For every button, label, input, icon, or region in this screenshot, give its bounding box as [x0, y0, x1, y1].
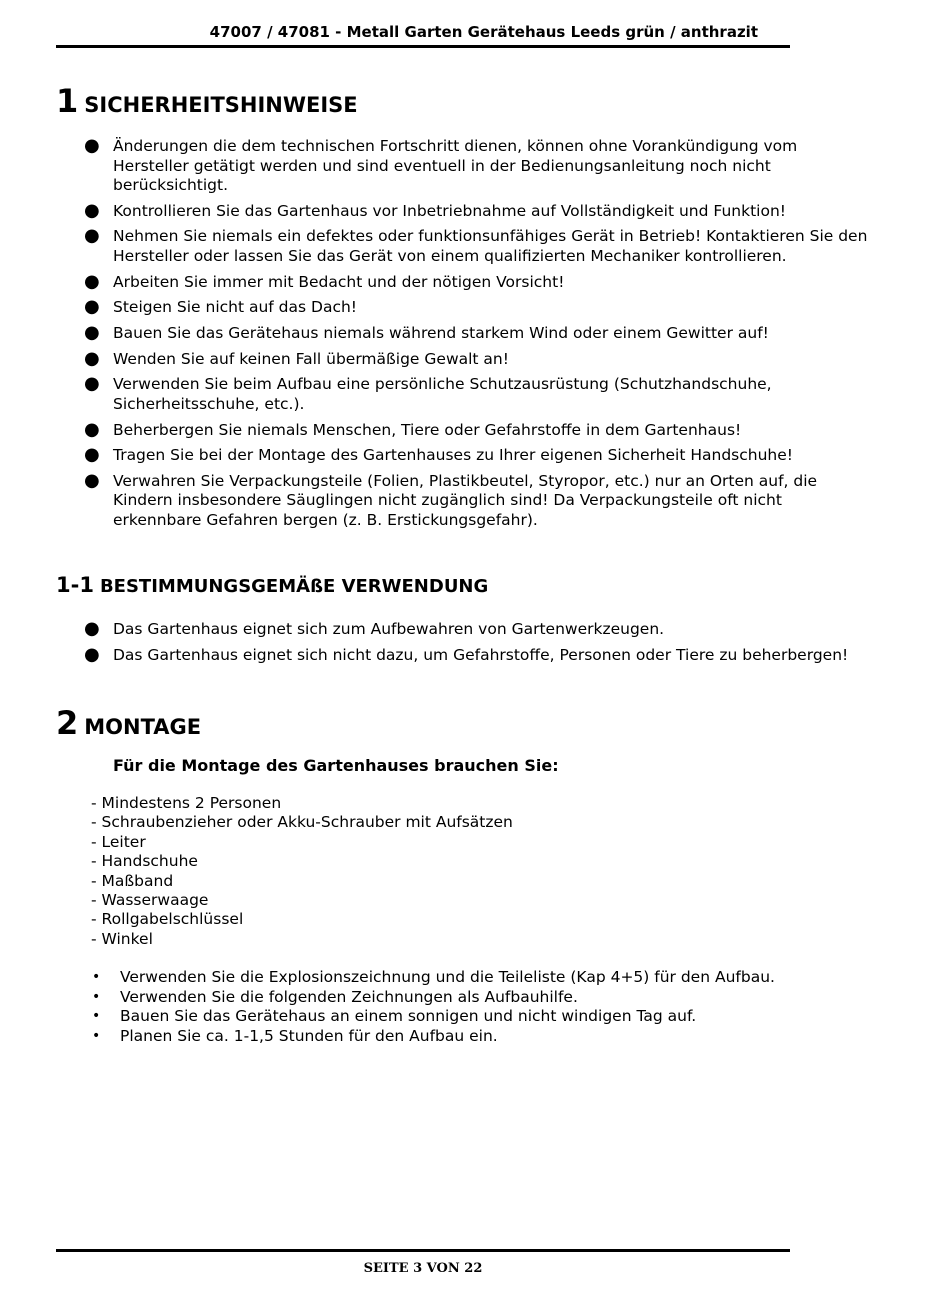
bullet-icon: ●: [84, 270, 100, 292]
list-item: ● Verwenden Sie beim Aufbau eine persönliche Schutzausrüstung (Schutzhandschuhe, Sicherheitsschuhe, etc.).: [84, 373, 772, 413]
section-2-heading: [56, 704, 201, 742]
bullet-icon: •: [92, 988, 101, 1005]
section-1-1-heading: [56, 573, 488, 597]
list-item: ● Beherbergen Sie niemals Menschen, Tiere oder Gefahrstoffe in dem Gartenhaus!: [84, 418, 742, 440]
bullet-icon: ●: [84, 199, 100, 221]
bullet-icon: ●: [84, 469, 100, 491]
footer-rule: [56, 1249, 790, 1252]
list-item: • Bauen Sie das Gerätehaus an einem sonnigen und nicht windigen Tag auf.: [92, 1007, 697, 1025]
bullet-icon: ●: [84, 444, 100, 466]
list-item: - Schraubenzieher oder Akku-Schrauber mit Aufsätzen: [91, 813, 513, 832]
list-item: • Verwenden Sie die Explosionszeichnung und die Teileliste (Kap 4+5) für den Aufbau.: [92, 968, 775, 986]
bullet-icon: ●: [84, 347, 100, 369]
bullet-icon: ●: [84, 321, 100, 343]
section-2-title: MONTAGE: [84, 715, 202, 739]
bullet-icon: •: [92, 1008, 101, 1024]
tools-list: [91, 794, 513, 949]
safety-list: [0, 137, 873, 537]
header-rule: [56, 45, 790, 48]
list-item: ● Nehmen Sie niemals ein defektes oder funktionsunfähiges Gerät in Betrieb! Kontaktieren Sie den Hersteller oder lassen Sie das Gerät von einem qualifizierten Mechaniker kontrollieren.: [84, 225, 868, 265]
list-item: ● Steigen Sie nicht auf das Dach!: [84, 296, 358, 318]
bullet-icon: •: [92, 969, 101, 985]
intended-use-list: [0, 620, 893, 671]
list-item: - Leiter: [91, 832, 146, 851]
bullet-icon: ●: [84, 643, 100, 665]
list-item: - Maßband: [91, 871, 174, 890]
section-1-heading: [56, 82, 358, 120]
section-1-number: 1: [56, 82, 79, 120]
list-item: - Handschuhe: [91, 852, 198, 871]
section-1-title: SICHERHEITSHINWEISE: [84, 93, 358, 117]
page-number: SEITE 3 VON 22: [363, 1261, 483, 1276]
bullet-icon: ●: [84, 618, 100, 639]
bullet-icon: ●: [84, 418, 100, 440]
bullet-icon: •: [92, 1027, 101, 1044]
list-item: - Wasserwaage: [91, 891, 209, 910]
assembly-notes-list: [0, 968, 775, 1046]
list-item: ● Das Gartenhaus eignet sich nicht dazu, um Gefahrstoffe, Personen oder Tiere zu beherbergen!: [84, 643, 849, 665]
list-item: ● Bauen Sie das Gerätehaus niemals während starkem Wind oder einem Gewitter auf!: [84, 321, 769, 343]
bullet-icon: ●: [84, 373, 100, 395]
list-item: ● Verwahren Sie Verpackungsteile (Folien, Plastikbeutel, Styropor, etc.) nur an Orten auf, die Kindern insbesondere Säuglingen nicht zugänglich sind! Da Verpackungsteile oft nicht erkennbare Gefahren bergen (z. B. Erstickungsgefahr).: [84, 469, 818, 529]
list-item: ● Wenden Sie auf keinen Fall übermäßige Gewalt an!: [84, 347, 509, 369]
list-item: - Winkel: [91, 929, 153, 948]
section-1-1-title: BESTIMMUNGSGEMÄßE VERWENDUNG: [99, 576, 489, 597]
list-item: • Verwenden Sie die folgenden Zeichnungen als Aufbauhilfe.: [92, 987, 578, 1006]
section-1-1-number: 1-1: [56, 573, 94, 597]
list-item: ● Das Gartenhaus eignet sich zum Aufbewahren von Gartenwerkzeugen.: [84, 618, 665, 639]
section-2-number: 2: [56, 704, 79, 742]
list-item: ● Tragen Sie bei der Montage des Gartenhauses zu Ihrer eigenen Sicherheit Handschuhe!: [84, 444, 794, 466]
list-item: - Rollgabelschlüssel: [91, 910, 244, 929]
tools-subheading: Für die Montage des Gartenhauses brauchen Sie:: [113, 756, 559, 775]
list-item: - Mindestens 2 Personen: [91, 794, 282, 812]
bullet-icon: ●: [84, 225, 100, 247]
list-item: ● Kontrollieren Sie das Gartenhaus vor Inbetriebnahme auf Vollständigkeit und Funktion!: [84, 199, 786, 221]
bullet-icon: ●: [84, 135, 100, 156]
document-header-title: 47007 / 47081 - Metall Garten Gerätehaus Leeds grün / anthrazit: [209, 23, 758, 41]
list-item: ● Änderungen die dem technischen Fortschritt dienen, können ohne Vorankündigung vom Hersteller getätigt werden und sind eventuell in der Bedienungsanleitung noch nicht berücksichtigt.: [84, 135, 798, 194]
bullet-icon: ●: [84, 296, 100, 318]
list-item: ● Arbeiten Sie immer mit Bedacht und der nötigen Vorsicht!: [84, 270, 565, 292]
list-item: • Planen Sie ca. 1-1,5 Stunden für den Aufbau ein.: [92, 1026, 498, 1045]
